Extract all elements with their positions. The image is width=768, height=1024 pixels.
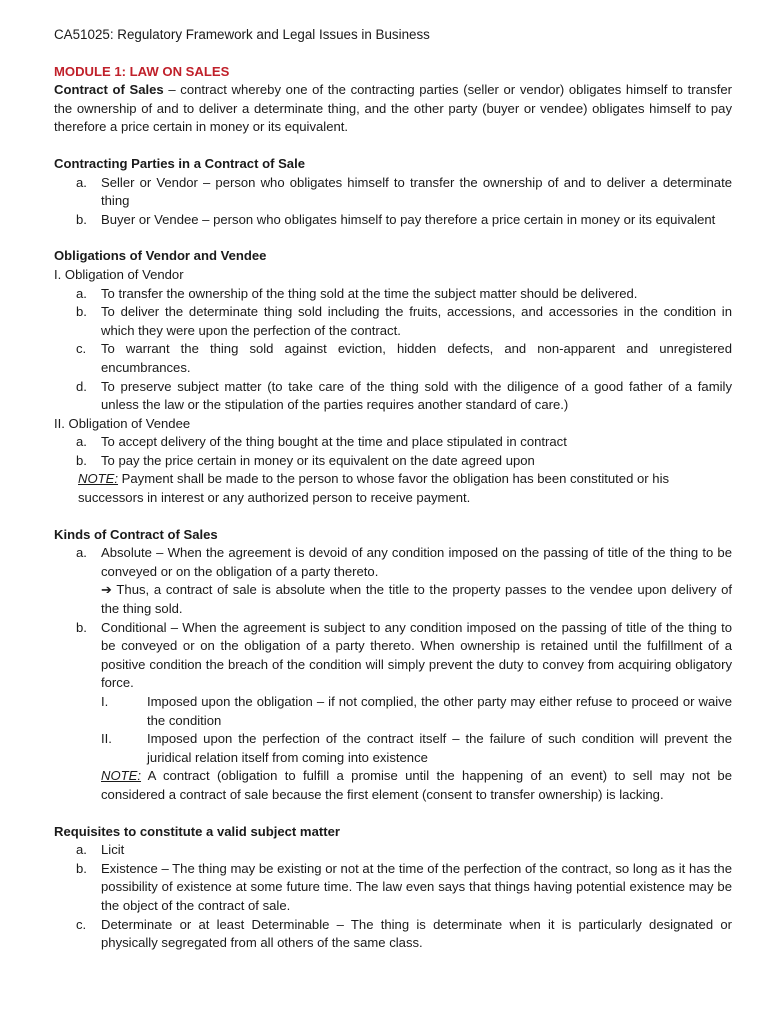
list-item-text: Determinate or at least Determinable – The thing is determinate when it is particularly designated or physically segregated from all others of the same class. [101, 916, 732, 951]
note-text: A contract (obligation to fulfill a promise until the happening of an event) to sell may not be considered a contract of sale because the first element (consent to transfer ownership) is lacking. [101, 768, 732, 802]
list-item [54, 452, 732, 471]
list-item-text: To transfer the ownership of the thing sold at the time the subject matter should be delivered. [101, 285, 638, 301]
list-item-text: To preserve subject matter (to take care of the thing sold with the diligence of a good father of a family unless the law or the stipulation of the parties requires another standard of care.) [101, 378, 732, 413]
list-marker: I. [101, 694, 109, 709]
list-item [54, 860, 732, 916]
arrow-note: ➔ Thus, a contract of sale is absolute when the title to the property passes to the vendee upon delivery of the thing sold. [101, 582, 732, 617]
list-marker: b. [76, 452, 87, 468]
payment-note [54, 470, 732, 507]
list-item-text: Absolute – When the agreement is devoid of any condition imposed on the passing of title of the thing to be conveyed or on the obligation of a party thereto. [101, 545, 732, 579]
list-item [54, 285, 732, 304]
list-item-text: To deliver the determinate thing sold including the fruits, accessions, and accessories in the condition in which they were upon the perfection of the contract. [101, 304, 732, 338]
section-obligations [54, 247, 732, 507]
list-marker: II. [101, 731, 112, 747]
list-item-text: Conditional – When the agreement is subject to any condition imposed on the passing of title of the thing to be conveyed or on the obligation of a party thereto. When ownership is retained until the fulfillment of a positive condition the breach of the condition will simply prevent the duty to convey from acquiring obligatory force. [101, 619, 732, 691]
list-item [54, 433, 732, 452]
section-kinds-of-contract [54, 526, 732, 805]
list-item-text: Imposed upon the perfection of the contract itself – the failure of such condition will prevent the juridical relation itself from coming into existence [147, 731, 732, 765]
list-marker: a. [76, 285, 87, 301]
list-item [54, 211, 732, 230]
section-heading: Requisites to constitute a valid subject matter [54, 823, 340, 839]
parties-list [54, 174, 732, 230]
vendor-label: I. Obligation of Vendor [54, 266, 184, 282]
list-marker: a. [76, 174, 87, 190]
section-heading: Contracting Parties in a Contract of Sale [54, 155, 306, 171]
note-text: Payment shall be made to the person to whose favor the obligation has been constituted or his successors in interest or any authorized person to receive payment. [78, 471, 670, 506]
list-item-text: To pay the price certain in money or its equivalent on the date agreed upon [101, 452, 535, 468]
list-item [54, 340, 732, 377]
list-marker: a. [76, 842, 87, 858]
list-item [54, 693, 732, 730]
intro-term: Contract of Sales [54, 82, 164, 98]
intro-paragraph [54, 81, 732, 137]
list-item-text: Buyer or Vendee – person who obligates himself to pay therefore a price certain in money or its equivalent [101, 211, 716, 227]
section-requisites [54, 823, 732, 953]
list-marker: b. [76, 304, 87, 320]
list-marker: a. [76, 545, 87, 561]
intro-text: – contract whereby one of the contracting parties (seller or vendor) obligates himself to transfer the ownership of and to deliver a determinate thing, and the other party (buyer or vendee) obligates himself to pay therefore a price certain in money or its equivalent. [54, 82, 733, 135]
list-item [54, 174, 732, 211]
list-item [54, 378, 732, 415]
list-marker: a. [76, 434, 87, 450]
contract-to-sell-note [54, 767, 732, 804]
list-item [54, 841, 732, 860]
list-item-text: Imposed upon the obligation – if not complied, the other party may either refuse to proceed or waive the condition [147, 694, 732, 728]
list-item-text: Seller or Vendor – person who obligates himself to transfer the ownership of and to deliver a determinate thing [101, 174, 732, 209]
module-title: MODULE 1: LAW ON SALES [54, 63, 230, 79]
list-item-text: To warrant the thing sold against eviction, hidden defects, and non-apparent and unregistered encumbrances. [101, 341, 732, 375]
note-label: NOTE: [78, 471, 119, 487]
course-header: CA51025: Regulatory Framework and Legal Issues in Business [54, 27, 430, 42]
list-marker: b. [76, 619, 87, 635]
list-item [54, 730, 732, 767]
list-marker: c. [76, 341, 87, 357]
list-item [54, 303, 732, 340]
list-marker: b. [76, 860, 87, 876]
list-item-text: Existence – The thing may be existing or not at the time of the perfection of the contract, so long as it has the possibility of existence at some future time. The law even says that things having potential existence may be the object of the contract of sale. [101, 860, 732, 913]
list-marker: b. [76, 211, 87, 227]
vendee-obligations-list [54, 433, 732, 470]
conditional-sub-list [54, 693, 732, 767]
list-item-text: To accept delivery of the thing bought at the time and place stipulated in contract [101, 434, 567, 450]
section-heading: Obligations of Vendor and Vendee [54, 248, 267, 264]
section-contracting-parties [54, 155, 732, 229]
vendor-obligations-list [54, 285, 732, 415]
list-item [54, 619, 732, 693]
section-heading: Kinds of Contract of Sales [54, 526, 218, 542]
list-marker: c. [76, 916, 87, 932]
note-label: NOTE: [101, 768, 142, 784]
list-item [54, 544, 732, 618]
requisites-list [54, 841, 732, 953]
kinds-list [54, 544, 732, 693]
list-marker: d. [76, 378, 87, 394]
list-item [54, 916, 732, 953]
vendee-label: II. Obligation of Vendee [54, 415, 191, 431]
list-item-text: Licit [101, 842, 125, 858]
